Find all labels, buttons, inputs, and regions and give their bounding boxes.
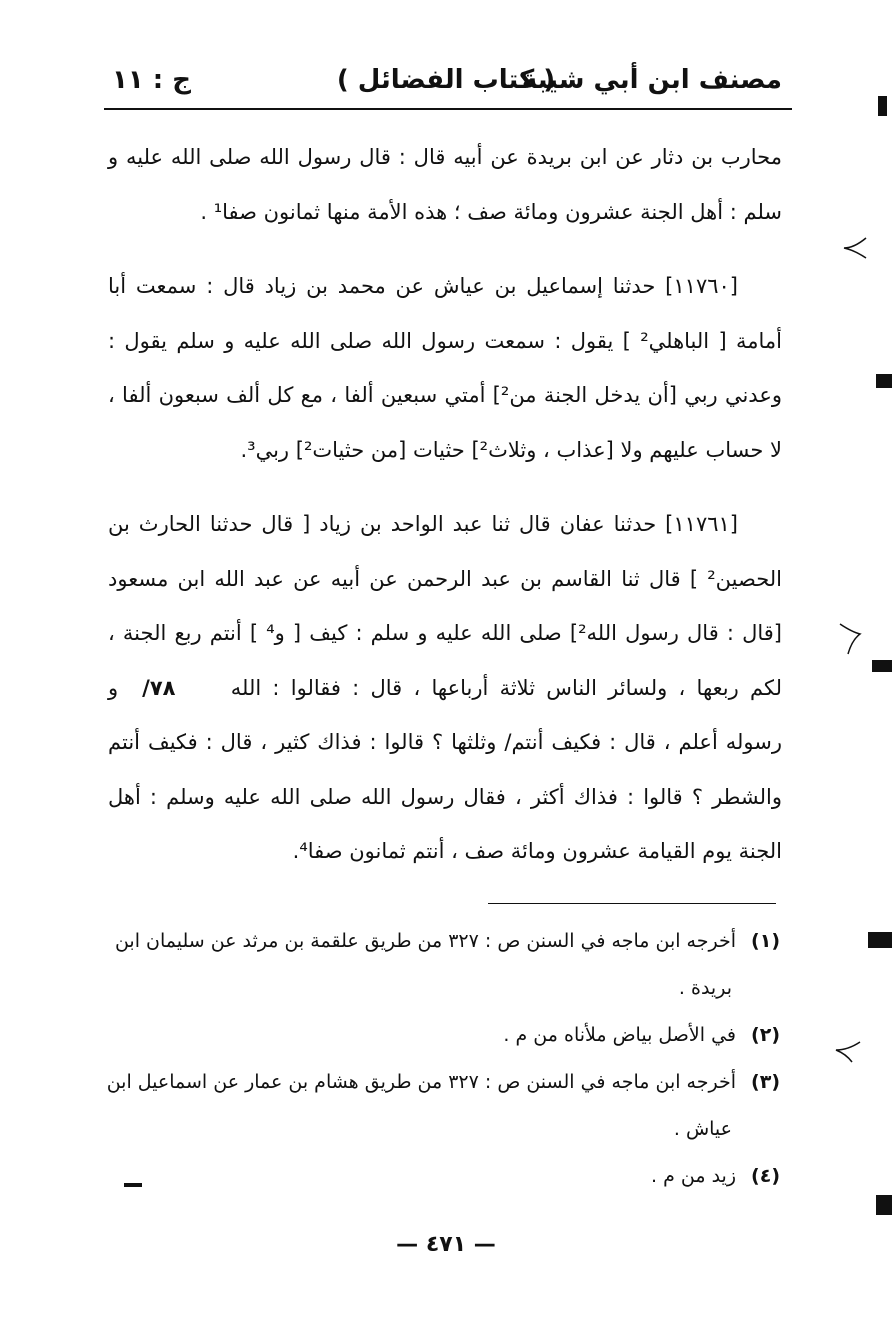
text-line: محارب بن دثار عن ابن بريدة عن أبيه قال : قال رسول الله صلى الله عليه (126, 145, 782, 169)
scan-mark (124, 1183, 142, 1187)
footnote-text: زيد من م . (651, 1165, 736, 1187)
footnote (104, 1059, 780, 1153)
footnote-number: (٣) (751, 1071, 780, 1093)
footnote-text: أخرجه ابن ماجه في السنن ص : ٣٢٧ من طريق هشام بن عمار عن اسماعيل ابن عياش . (106, 1071, 736, 1140)
margin-tick-icon (832, 1038, 862, 1064)
chapter-title: ( كتاب الفضائل ) (336, 65, 556, 95)
scan-mark (878, 96, 887, 116)
volume-number: ج : ١١ (112, 65, 191, 95)
footnote-separator (488, 903, 776, 904)
footnotes (104, 918, 780, 1200)
margin-tick-icon (840, 236, 868, 260)
scan-mark (868, 932, 892, 948)
hadith-11761 (108, 497, 782, 879)
hadith-text: و رسوله أعلم ، قال : فكيف أنتم/ وثلثها ؟ قالوا : فذاك كثير ، (108, 675, 782, 754)
footnote-text: في الأصل بياض ملأناه من م . (503, 1024, 736, 1046)
hadith-text: [١١٧٦١] حدثنا عفان قال ثنا عبد الواحد بن زياد [ قال حدثنا الحارث بن الحصين² ] قال ثنا القاسم بن عبد الرحمن عن أبيه عن عبد الله ابن مسعود [قال : قال رسول الله²] صلى الله عليه و سلم : كيف [ و⁴ ] أنتم ربع الجنة ، لكم ربعها ، ولسائر الناس ثلاثة أرباعها ، قال : فقالوا : الله (108, 512, 782, 700)
hadith-11760: [١١٧٦٠] حدثنا إسماعيل بن عياش عن محمد بن زياد قال : سمعت أبا أمامة [ الباهلي² ] يقول : سمعت رسول الله صلى الله عليه و سلم يقول : وعدني ربي [أن يدخل الجنة من²] أمتي سبعين ألفا ، مع كل ألف سبعون ألفا ، لا حساب عليهم ولا [عذاب ، وثلاث²] حثيات [من حثيات²] ربي³. (108, 274, 783, 462)
header-rule (104, 108, 792, 110)
scan-mark (876, 1195, 892, 1215)
footnote-text: أخرجه ابن ماجه في السنن ص : ٣٢٧ من طريق علقمة بن مرثد عن سليمان ابن بريدة . (114, 930, 736, 999)
scan-mark (876, 374, 892, 388)
main-text (108, 130, 782, 879)
footnote-number: (١) (751, 930, 780, 952)
footnote (104, 1153, 780, 1200)
book-title: مصنف ابن أبي شيبة (521, 65, 782, 95)
page-number: — ٤٧١ — (396, 1232, 496, 1257)
running-header (104, 58, 788, 108)
margin-tick-icon (838, 620, 868, 656)
footnote-number: (٤) (751, 1165, 780, 1187)
hadith-text: قال : فكيف أنتم والشطر ؟ قالوا : فذاك أكثر ، فقال رسول الله صلى الله عليه وسلم : أهل الجنة يوم القيامة عشرون ومائة صف ، أنتم ثمانون صفا⁴. (108, 730, 782, 863)
folio-marker: ٧٨/ (142, 675, 176, 700)
text-line: و سلم : أهل الجنة عشرون ومائة صف ؛ هذه الأمة منها ثمانون صفا¹ . (108, 145, 782, 224)
scan-mark (872, 660, 892, 672)
paragraph (108, 130, 782, 239)
footnote (104, 1012, 780, 1059)
footnote-number: (٢) (751, 1024, 780, 1046)
footnote (104, 918, 780, 1012)
